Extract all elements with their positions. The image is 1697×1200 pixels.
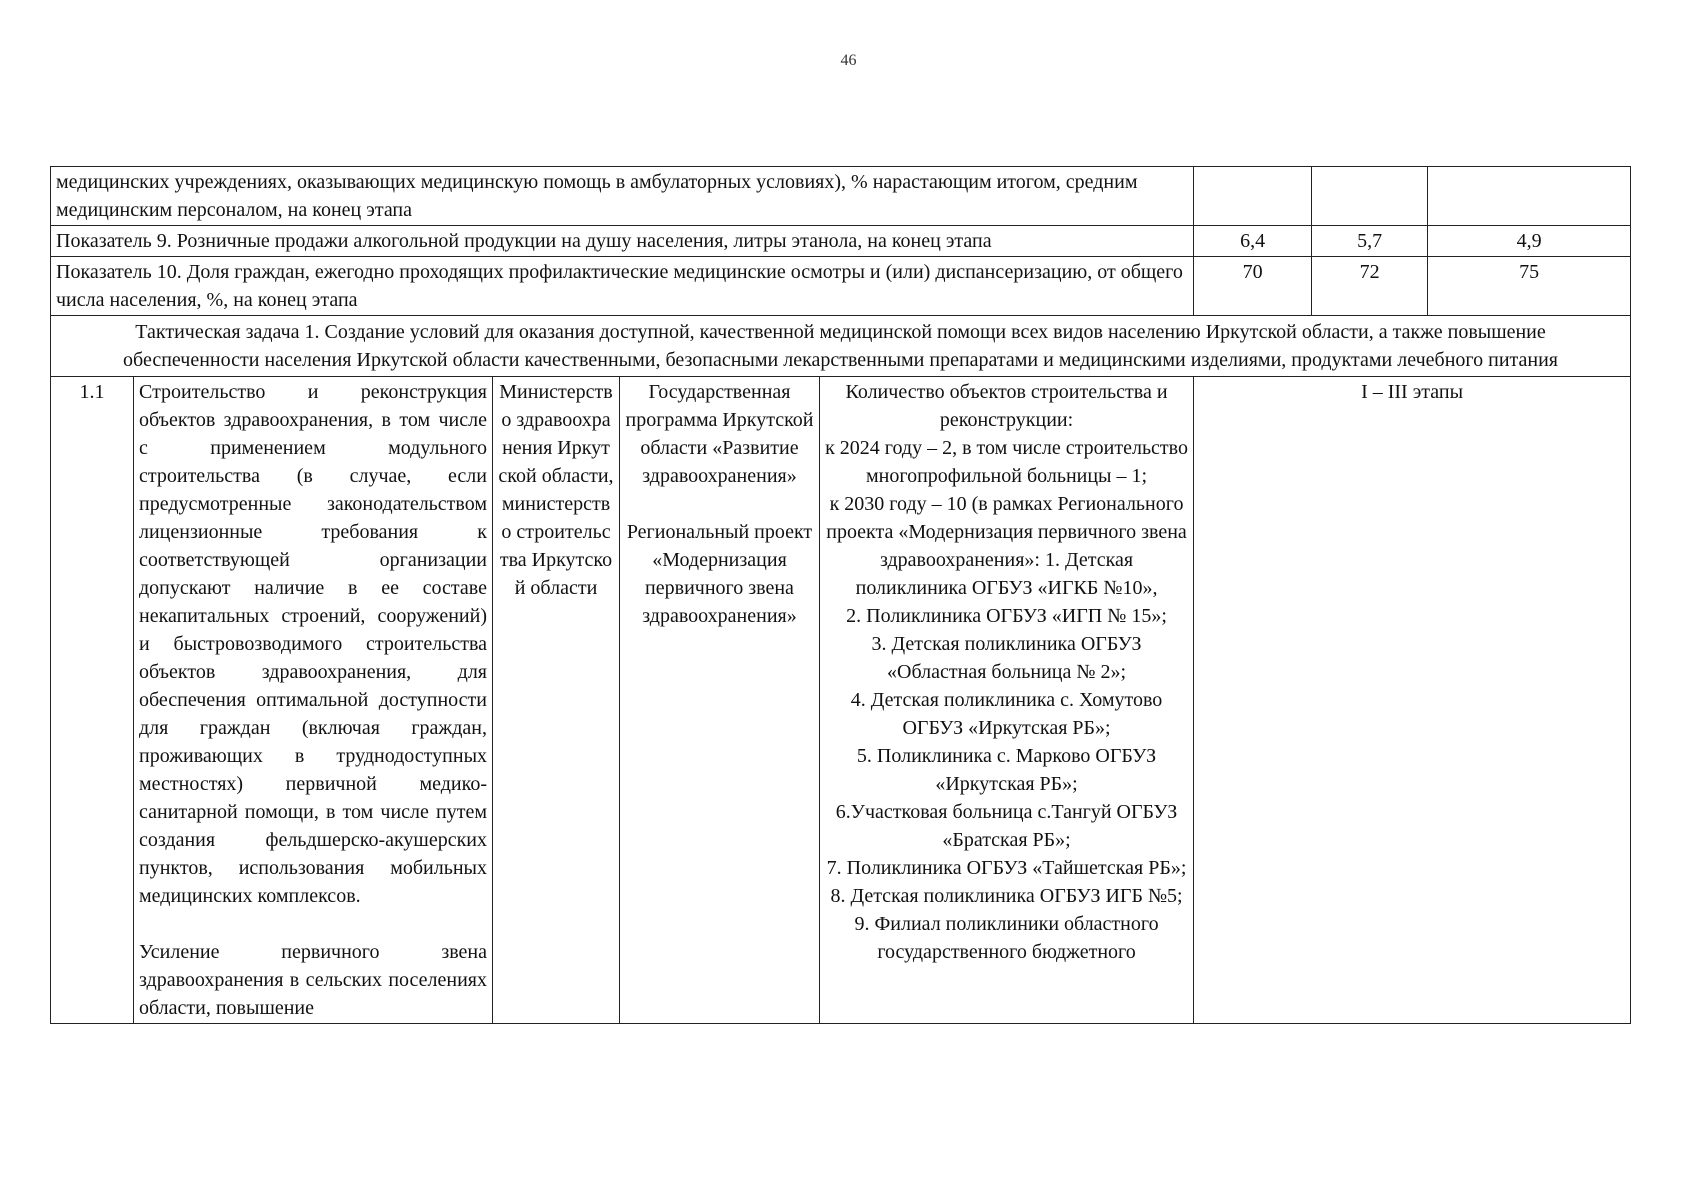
result-line: 2. Поликлиника ОГБУЗ «ИГП № 15»; [846, 605, 1167, 627]
measure-row [51, 377, 1631, 1024]
result-line: к 2024 году – 2, в том числе строительство многопрофильной больницы – 1; [825, 437, 1188, 487]
indicator-value-stage-3 [1428, 167, 1631, 226]
indicator-row-continued [51, 167, 1631, 226]
plan-table [50, 166, 1631, 1024]
indicator-value-stage-2: 5,7 [1312, 226, 1428, 257]
result-line: Количество объектов строительства и реконструкции: [845, 381, 1168, 431]
indicator-value-stage-3: 75 [1428, 257, 1631, 316]
result-line: 8. Детская поликлиника ОГБУЗ ИГБ №5; [830, 885, 1183, 907]
result-line: к 2030 году – 10 (в рамках Регионального проекта «Модернизация первичного звена здравоохранения»: 1. Детская поликлиника ОГБУЗ «ИГКБ №10», [826, 493, 1187, 599]
indicator-text: Показатель 10. Доля граждан, ежегодно проходящих профилактические медицинские осмотры и (или) диспансеризацию, от общего числа населения, %, на конец этапа [51, 257, 1194, 316]
result-line: 7. Поликлиника ОГБУЗ «Тайшетская РБ»; [826, 857, 1187, 879]
measure-number: 1.1 [51, 377, 134, 1024]
tactical-task-row [51, 316, 1631, 377]
measure-name-cell [134, 377, 493, 1024]
measure-name-paragraph-2: Усиление первичного звена здравоохранения в сельских поселениях области, повышение [139, 941, 487, 1019]
result-line: 4. Детская поликлиника с. Хомутово ОГБУЗ «Иркутская РБ»; [850, 689, 1163, 739]
program-name-state: Государственная программа Иркутской области «Развитие здравоохранения» [625, 381, 814, 487]
indicator-value-stage-1: 70 [1194, 257, 1312, 316]
indicator-text: медицинских учреждениях, оказывающих медицинскую помощь в амбулаторных условиях), % нарастающим итогом, средним медицинским персоналом, на конец этапа [51, 167, 1194, 226]
indicator-text: Показатель 9. Розничные продажи алкогольной продукции на душу населения, литры этанола, на конец этапа [51, 226, 1194, 257]
measure-name-paragraph-1: Строительство и реконструкция объектов здравоохранения, в том числе с применением модульного строительства (в случае, если предусмотренные законодательством лицензионные требования к соответствующей организации допускают наличие в ее составе некапитальных строений, сооружений) и быстровозводимого строительства объектов здравоохранения, для обеспечения оптимальной доступности для граждан (включая граждан, проживающих в труднодоступных местностях) первичной медико-санитарной помощи, в том числе путем создания фельдшерско-акушерских пунктов, использования мобильных медицинских комплексов. [139, 381, 487, 907]
responsible-executor: Министерство здравоохранения Иркутской области, министерство строительства Иркутской области [493, 377, 620, 1024]
page-number: 46 [840, 52, 857, 69]
tactical-task-text: Тактическая задача 1. Создание условий для оказания доступной, качественной медицинской помощи всех видов населению Иркутской области, а также повышение обеспеченности населения Иркутской области качественными, безопасными лекарственными препаратами и медицинскими изделиями, продуктами лечебного питания [51, 316, 1631, 377]
indicator-value-stage-1: 6,4 [1194, 226, 1312, 257]
result-line: 6.Участковая больница с.Тангуй ОГБУЗ «Братская РБ»; [835, 801, 1178, 851]
program-cell [620, 377, 820, 1024]
indicator-value-stage-1 [1194, 167, 1312, 226]
indicator-row-9 [51, 226, 1631, 257]
indicator-row-10 [51, 257, 1631, 316]
result-line: 3. Детская поликлиника ОГБУЗ «Областная больница № 2»; [871, 633, 1142, 683]
result-line: 9. Филиал поликлиники областного государственного бюджетного [854, 913, 1159, 963]
implementation-stages: I – III этапы [1194, 377, 1631, 1024]
indicator-value-stage-2: 72 [1312, 257, 1428, 316]
indicator-value-stage-3: 4,9 [1428, 226, 1631, 257]
program-name-regional: Региональный проект «Модернизация первичного звена здравоохранения» [626, 521, 813, 627]
indicator-value-stage-2 [1312, 167, 1428, 226]
result-line: 5. Поликлиника с. Марково ОГБУЗ «Иркутская РБ»; [856, 745, 1157, 795]
expected-result-cell [820, 377, 1194, 1024]
